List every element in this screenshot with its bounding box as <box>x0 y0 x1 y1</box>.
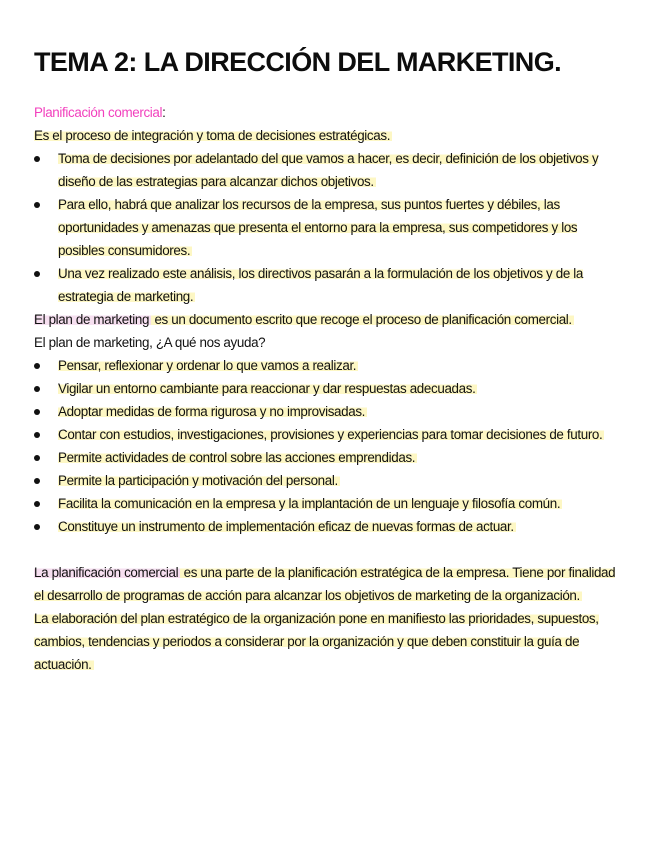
bullet-icon <box>34 156 40 162</box>
list-item <box>34 492 624 515</box>
heading-colon: : <box>162 105 166 120</box>
list-item <box>34 515 624 538</box>
list-item <box>34 193 624 262</box>
blank-line <box>34 538 624 561</box>
planning-paragraph <box>34 561 624 607</box>
strategic-plan-paragraph <box>34 607 624 676</box>
bullet-icon <box>34 202 40 208</box>
planning-paragraph-text: es una parte de la planificación estratégica de la empresa. Tiene por finalidad el desarrollo de programas de acción para alcanzar los objetivos de marketing de la organización. <box>34 565 616 603</box>
intro-paragraph <box>34 124 624 147</box>
plan-definition-text: es un documento escrito que recoge el proceso de planificación comercial. <box>151 312 572 327</box>
plan-question-text: El plan de marketing, ¿A qué nos ayuda? <box>34 335 266 350</box>
bullet-icon <box>34 271 40 277</box>
plan-question <box>34 331 624 354</box>
bullet-icon <box>34 363 40 369</box>
planning-bullet-list <box>34 147 624 308</box>
bullet-icon <box>34 478 40 484</box>
list-item <box>34 469 624 492</box>
list-item <box>34 354 624 377</box>
list-item-text: Permite la participación y motivación del personal. <box>58 473 338 488</box>
list-item-text: Vigilar un entorno cambiante para reaccionar y dar respuestas adecuadas. <box>58 381 476 396</box>
list-item-text: Adoptar medidas de forma rigurosa y no improvisadas. <box>58 404 366 419</box>
list-item <box>34 446 624 469</box>
bullet-icon <box>34 455 40 461</box>
bullet-icon <box>34 409 40 415</box>
list-item <box>34 423 624 446</box>
intro-text: Es el proceso de integración y toma de decisiones estratégicas. <box>34 128 391 143</box>
section-heading <box>34 101 624 124</box>
plan-term: El plan de marketing <box>34 312 150 327</box>
bullet-icon <box>34 432 40 438</box>
list-item-text: Una vez realizado este análisis, los directivos pasarán a la formulación de los objetivos y de la estrategia de marketing. <box>58 266 584 304</box>
bullet-icon <box>34 524 40 530</box>
list-item <box>34 147 624 193</box>
planning-term: La planificación comercial <box>34 565 179 580</box>
list-item-text: Para ello, habrá que analizar los recursos de la empresa, sus puntos fuertes y débiles, las oportunidades y amenazas que presenta el entorno para la empresa, sus competidores y los posibles consumidores. <box>58 197 578 258</box>
bullet-icon <box>34 386 40 392</box>
list-item <box>34 262 624 308</box>
plan-benefits-list <box>34 354 624 538</box>
list-item-text: Toma de decisiones por adelantado del que vamos a hacer, es decir, definición de los objetivos y diseño de las estrategias para alcanzar dichos objetivos. <box>58 151 599 189</box>
heading-planificacion-comercial: Planificación comercial <box>34 105 163 120</box>
page-title: TEMA 2: LA DIRECCIÓN DEL MARKETING. <box>34 47 562 77</box>
list-item-text: Facilita la comunicación en la empresa y la implantación de un lenguaje y filosofía común. <box>58 496 561 511</box>
plan-definition <box>34 308 624 331</box>
list-item-text: Pensar, reflexionar y ordenar lo que vamos a realizar. <box>58 358 357 373</box>
list-item <box>34 400 624 423</box>
list-item-text: Permite actividades de control sobre las acciones emprendidas. <box>58 450 416 465</box>
bullet-icon <box>34 501 40 507</box>
strategic-plan-text: La elaboración del plan estratégico de la organización pone en manifiesto las prioridades, supuestos, cambios, tendencias y periodos a considerar por la organización y que deben constituir la guía de actuación. <box>34 611 599 672</box>
list-item-text: Contar con estudios, investigaciones, provisiones y experiencias para tomar decisiones de futuro. <box>58 427 603 442</box>
list-item <box>34 377 624 400</box>
list-item-text: Constituye un instrumento de implementación eficaz de nuevas formas de actuar. <box>58 519 514 534</box>
document-body <box>34 101 624 676</box>
